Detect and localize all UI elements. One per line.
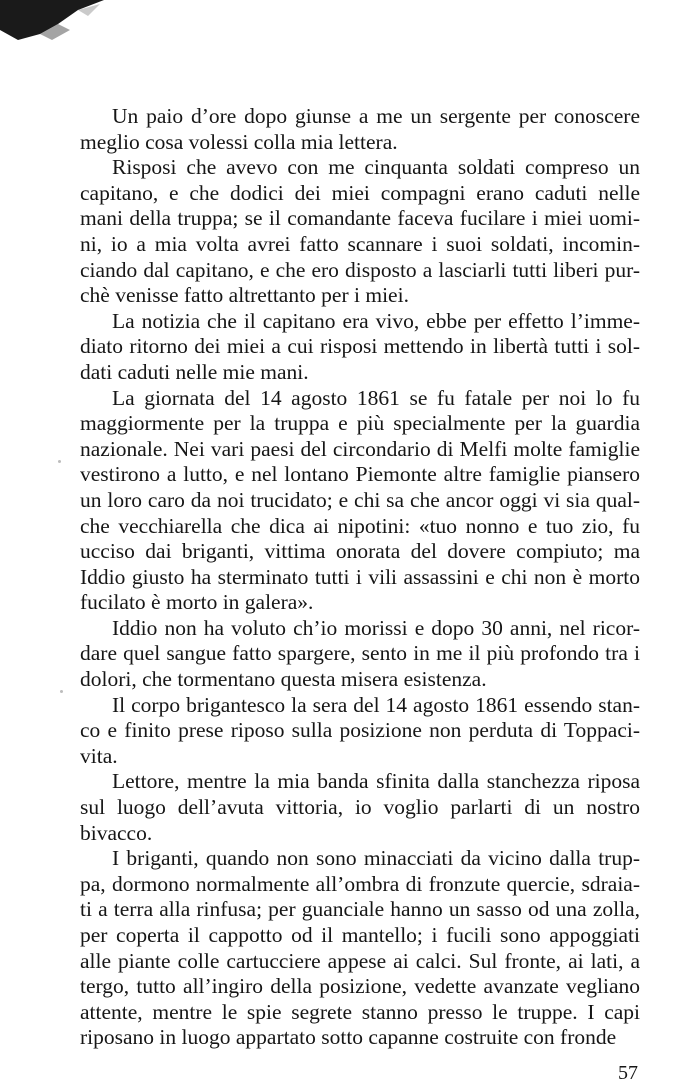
text-line: bivacco. — [80, 820, 153, 845]
scan-speck — [60, 690, 63, 693]
paragraph — [80, 309, 640, 386]
text-line: vestirono a lutto, e nel lontano Piemonte altre famiglie piansero — [80, 462, 640, 487]
text-line: Iddio non ha voluto ch’io morissi e dopo 30 anni, nel ricor- — [112, 615, 640, 640]
text-line: Iddio giusto ha sterminato tutti i vili assassini e chi non è morto — [80, 564, 640, 589]
text-line: capitano, e che dodici dei miei compagni erano caduti nelle — [80, 180, 640, 205]
text-line: La notizia che il capitano era vivo, ebbe per effetto l’imme- — [112, 308, 640, 333]
text-line: ni, io a mia volta avrei fatto scannare i suoi soldati, incomin- — [80, 231, 640, 256]
paragraph — [80, 386, 640, 616]
book-page-text — [80, 104, 640, 1051]
text-line: per coperta il cappotto od il mantello; i fucili sono appoggiati — [80, 923, 640, 947]
paragraph — [80, 104, 640, 155]
text-line: Un paio d’ore dopo giunse a me un sergente per conoscere — [112, 104, 640, 128]
text-line: diato ritorno dei miei a cui risposi mettendo in libertà tutti i sol- — [80, 334, 640, 359]
page-number: 57 — [618, 1062, 638, 1084]
text-line: ucciso dai briganti, vittima onorata del dovere compiuto; ma — [80, 539, 640, 564]
scan-corner-shadow — [0, 0, 110, 45]
text-line: tergo, tutto all’ingiro della posizione, vedette avanzate vegliano — [80, 974, 640, 999]
paragraph — [80, 693, 640, 770]
text-line: riposano in luogo appartato sotto capanne costruite con fronde — [80, 1025, 617, 1050]
text-line: I briganti, quando non sono minacciati da vicino dalla trup- — [112, 846, 640, 871]
text-line: La giornata del 14 agosto 1861 se fu fatale per noi lo fu — [112, 385, 640, 410]
text-line: co e finito prese riposo sulla posizione non perduta di Toppaci- — [80, 718, 640, 743]
scan-speck — [58, 460, 61, 463]
text-line: dare quel sangue fatto spargere, sento in me il più profondo tra i — [80, 641, 640, 666]
text-line: pa, dormono normalmente all’ombra di fronzute quercie, sdraia- — [80, 871, 640, 896]
text-line: Il corpo brigantesco la sera del 14 agosto 1861 essendo stan- — [112, 692, 640, 717]
text-line: che vecchiarella che dica ai nipotini: «tuo nonno e tuo zio, fu — [80, 513, 640, 538]
text-line: alle piante colle cartucciere appese ai calci. Sul fronte, ai lati, a — [80, 948, 640, 973]
paragraph — [80, 616, 640, 693]
text-line: dolori, che tormentano questa misera esistenza. — [80, 667, 487, 692]
paragraph — [80, 846, 640, 1051]
text-line: mani della truppa; se il comandante faceva fucilare i miei uomi- — [80, 206, 640, 231]
text-line: fucilato è morto in galera». — [80, 590, 314, 615]
text-line: maggiormente per la truppa e più specialmente per la guardia — [80, 411, 640, 436]
text-line: Lettore, mentre la mia banda sfinita dalla stanchezza riposa — [112, 769, 640, 794]
text-line: Risposi che avevo con me cinquanta soldati compreso un — [112, 155, 640, 180]
text-line: sul luogo dell’avuta vittoria, io voglio parlarti di un nostro — [80, 795, 640, 820]
paragraph — [80, 769, 640, 846]
text-line: vita. — [80, 743, 118, 768]
text-line: attente, mentre le spie segrete stanno presso le truppe. I capi — [80, 999, 640, 1024]
text-line: chè venisse fatto altrettanto per i miei. — [80, 283, 409, 308]
text-line: ti a terra alla rinfusa; per guanciale hanno un sasso od una zolla, — [80, 897, 640, 922]
text-line: nazionale. Nei vari paesi del circondario di Melfi molte famiglie — [80, 436, 640, 461]
text-line: meglio cosa volessi colla mia lettera. — [80, 129, 398, 154]
text-line: un loro caro da noi trucidato; e chi sa che ancor oggi vi sia qual- — [80, 487, 640, 512]
text-line: dati caduti nelle mie mani. — [80, 359, 309, 384]
text-line: ciando dal capitano, e che ero disposto a lasciarli tutti liberi pur- — [80, 257, 640, 282]
paragraph — [80, 155, 640, 309]
